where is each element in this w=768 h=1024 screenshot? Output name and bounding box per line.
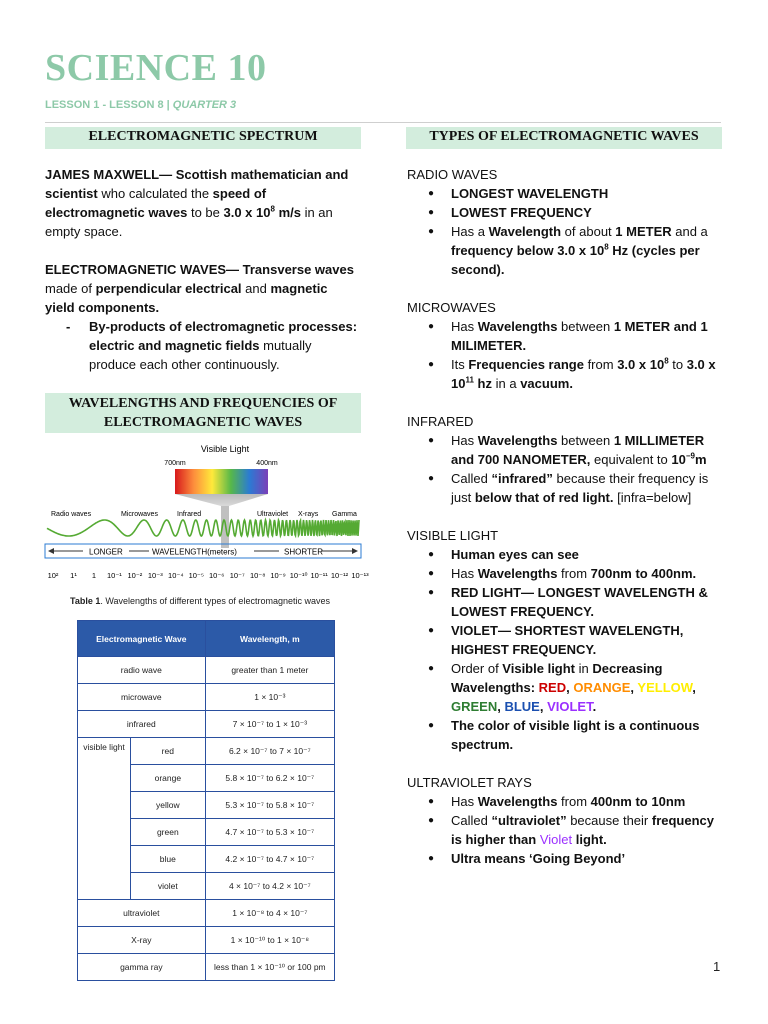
em-wave-line [47,520,359,536]
table-row: visible light red 6.2 × 10⁻⁷ to 7 × 10⁻⁷ [78,738,335,765]
table-row: yellow 5.3 × 10⁻⁷ to 5.8 × 10⁻⁷ [78,792,335,819]
lesson-range: LESSON 1 - LESSON 8 | [45,99,173,111]
table-row: green 4.7 × 10⁻⁷ to 5.3 × 10⁻⁷ [78,819,335,846]
list-item: ● VIOLET— SHORTEST WAVELENGTH, HIGHEST FREQUENCY. [451,621,725,659]
visible-light-label: Visible Light [200,444,250,454]
table-header-row [78,621,335,657]
tick-label: 1¹ [70,571,77,580]
tick-label: 1 [91,571,96,580]
list-item: ● Its Frequencies range from 3.0 x $10^8$ to 3.0 x $10^{11}$ hz in a vacuum. [451,355,725,393]
tick-label: 10⁻⁴ [168,571,184,580]
maxwell-paragraph: JAMES MAXWELL— Scottish mathematician and scientist who calculated the speed of electromagnetic waves to be 3.0 x $10^8$ m/s in an empty space. [45,167,349,239]
microwaves-heading: MICROWAVES [407,300,496,315]
list-item: ● Has Wavelengths between 1 METER and 1 MILIMETER. [451,317,725,355]
list-item: ● Called “ultraviolet” because their frequency is higher than Violet light. [451,811,725,849]
table-row: radio wave greater than 1 meter [78,657,335,684]
label-xrays: X-rays [298,511,319,518]
table-row: violet 4 × 10⁻⁷ to 4.2 × 10⁻⁷ [78,873,335,900]
table-row: infrared 7 × 10⁻⁷ to 1 × 10⁻³ [78,711,335,738]
microwaves-list [407,317,725,393]
em-waves-paragraph: ELECTROMAGNETIC WAVES— Transverse waves made of perpendicular electrical and magnetic yield components. [45,262,354,315]
wavelength-label: WAVELENGTH(meters) [152,547,237,557]
page-title: SCIENCE 10 [45,47,267,89]
list-item: ● Human eyes can see [451,545,725,564]
tick-label: 10⁻¹³ [351,571,369,580]
em-spectrum-diagram [45,440,369,585]
visible-spectrum-bar [175,469,268,494]
table-row: ultraviolet 1 × 10⁻⁸ to 4 × 10⁻⁷ [78,900,335,927]
tick-label: 10⁻⁷ [229,571,245,580]
nm400-label: 400nm [256,460,278,467]
list-item: ● LONGEST WAVELENGTH [451,184,725,203]
list-item: ● Order of Visible light in Decreasing Wavelengths: RED, ORANGE, YELLOW, GREEN, BLUE, VIOLET. [451,659,725,716]
table-caption: Table 1. Wavelengths of different types of electromagnetic waves [70,596,330,606]
label-infrared: Infrared [177,511,202,518]
tick-label: 10² [47,571,59,580]
tick-label: 10⁻¹² [330,571,349,580]
tick-label: 10⁻⁶ [209,571,225,580]
list-item: - By-products of electromagnetic processes: electric and magnetic fields mutually produce each other continuously. [89,317,360,374]
tick-label: 10⁻³ [147,571,163,580]
list-item: ● Called “infrared” because their frequency is just below that of red light. [infra=below] [451,469,725,507]
label-ultraviolet: Ultraviolet [257,511,289,518]
visible-light-cell: visible light [78,738,131,900]
tick-label: 10⁻⁵ [188,571,205,580]
visible-list [407,545,725,754]
section-header-em-spectrum: ELECTROMAGNETIC SPECTRUM [45,127,361,149]
table-row: gamma ray less than 1 × 10⁻¹⁰ or 100 pm [78,954,335,981]
table-row: X-ray 1 × 10⁻¹⁰ to 1 × 10⁻⁸ [78,927,335,954]
visible-heading: VISIBLE LIGHT [407,528,499,543]
uv-list [407,792,725,868]
radio-list [407,184,725,279]
longer-arrowhead-icon [48,548,54,554]
table-row: orange 5.8 × 10⁻⁷ to 6.2 × 10⁻⁷ [78,765,335,792]
tick-label: 10⁻⁸ [249,571,266,580]
uv-heading: ULTRAVIOLET RAYS [407,775,532,790]
page-subtitle [45,99,236,111]
list-item: ● RED LIGHT— LONGEST WAVELENGTH & LOWEST FREQUENCY. [451,583,725,621]
tick-label: 10⁻⁹ [270,571,286,580]
infrared-heading: INFRARED [407,414,474,429]
tick-label: 10⁻¹⁰ [289,571,308,580]
table-row: microwave 1 × 10⁻³ [78,684,335,711]
shorter-label: SHORTER [284,547,323,557]
shorter-arrowhead-icon [352,548,358,554]
longer-label: LONGER [89,547,123,557]
radio-heading: RADIO WAVES [407,167,498,182]
list-item: ● Has Wavelengths from 400nm to 10nm [451,792,725,811]
section-header-wavelengths [45,393,361,433]
tick-label: 10⁻¹¹ [310,571,328,580]
list-item: ● LOWEST FREQUENCY [451,203,725,222]
tick-label: 10⁻¹ [106,571,122,580]
label-radio-waves: Radio waves [51,511,92,518]
header-wave: Electromagnetic Wave [78,621,206,657]
page-number: 1 [713,959,721,974]
section-title-text: WAVELENGTHS AND FREQUENCIES OF ELECTROMAGNETIC WAVES [68,396,338,430]
infrared-list [407,431,725,507]
nm700-label: 700nm [164,460,186,467]
right-text-column [407,165,725,868]
list-item: ● Has a Wavelength of about 1 METER and a frequency below 3.0 x $10^8$ Hz (cycles per second). [451,222,725,279]
wavelength-table [77,620,335,981]
header-divider [45,122,721,123]
header-wavelength: Wavelength, m [205,621,334,657]
quarter-label: QUARTER 3 [172,99,237,111]
em-waves-dash-list [45,317,360,374]
section-header-types: TYPES OF ELECTROMAGNETIC WAVES [406,127,722,149]
list-item: ● Has Wavelengths between 1 MILLIMETER and 700 NANOMETER, equivalent to $10^{-9}m$ [451,431,725,469]
left-text-column [45,165,360,374]
label-microwaves: Microwaves [121,511,158,518]
list-item: ● The color of visible light is a continuous spectrum. [451,716,725,754]
list-item: ● Ultra means ‘Going Beyond’ [451,849,725,868]
list-item: ● Has Wavelengths from 700nm to 400nm. [451,564,725,583]
tick-label: 10⁻² [127,571,143,580]
label-gamma: Gamma [332,511,357,518]
table-row: blue 4.2 × 10⁻⁷ to 4.7 × 10⁻⁷ [78,846,335,873]
tick-labels [48,571,370,580]
